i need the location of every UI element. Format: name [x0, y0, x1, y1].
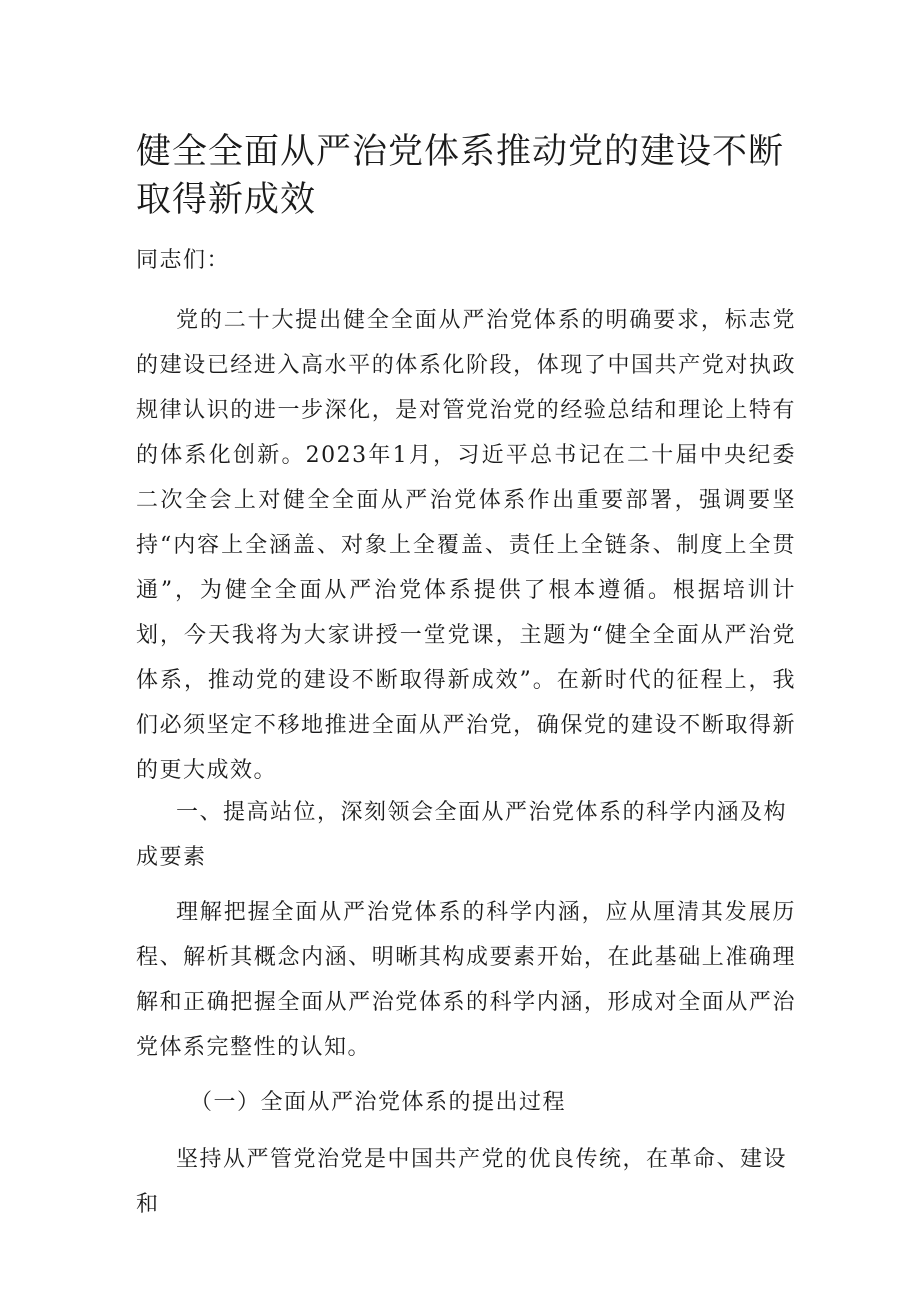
document-title: 健全全面从严治党体系推动党的建设不断取得新成效: [136, 132, 785, 220]
salutation: 同志们：: [136, 248, 231, 273]
body-paragraph-2: 理解把握全面从严治党体系的科学内涵，应从厘清其发展历程、解析其概念内涵、明晰其构成要素开始，在此基础上准确理解和正确把握全面从严治党体系的科学内涵，形成对全面从严治党体系完整性的认知。: [136, 900, 796, 1060]
body-paragraph-3: 坚持从严管党治党是中国共产党的优良传统，在革命、建设和: [136, 1147, 788, 1217]
section-heading-1: 一、提高站位，深刻领会全面从严治党体系的科学内涵及构成要素: [136, 800, 788, 870]
body-paragraph-1: 党的二十大提出健全全面从严治党体系的明确要求，标志党的建设已经进入高水平的体系化阶段，体现了中国共产党对执政规律认识的进一步深化，是对管党治党的经验总结和理论上特有的体系化创新。2023年1月，习近平总书记在二十届中央纪委二次全会上对健全全面从严治党体系作出重要部署，强调要坚持“内容上全涵盖、对象上全覆盖、责任上全链条、制度上全贯通”，为健全全面从严治党体系提供了根本遵循。根据培训计划，今天我将为大家讲授一堂党课，主题为“健全全面从严治党体系，推动党的建设不断取得新成效”。在新时代的征程上，我们必须坚定不移地推进全面从严治党，确保党的建设不断取得新的更大成效。: [136, 308, 796, 783]
subsection-heading-1: （一）全面从严治党体系的提出过程: [190, 1090, 567, 1115]
